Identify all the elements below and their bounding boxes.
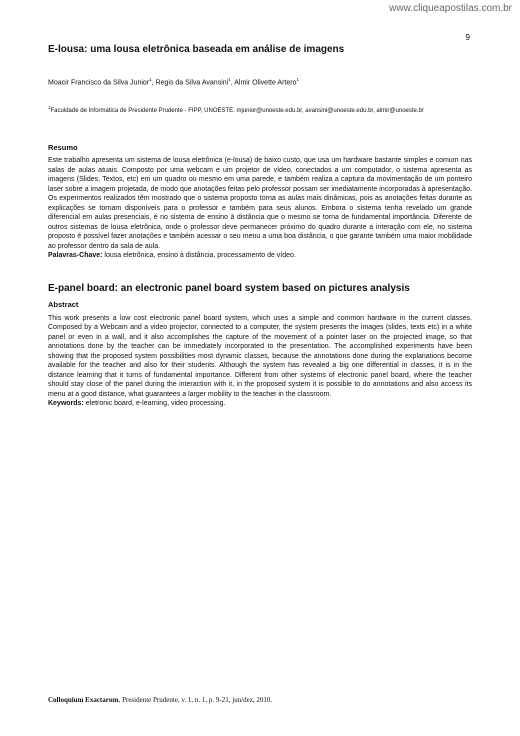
- citation-text: , Presidente Prudente, v. 1, n. 1, p. 9-21, jun/dez, 2010.: [118, 696, 273, 704]
- watermark-url: www.cliqueapostilas.com.br: [389, 3, 512, 14]
- paper-content: [48, 44, 472, 409]
- author-affiliation-mark: 1: [296, 77, 299, 82]
- author-name: Almir Olivette Artero: [234, 79, 297, 87]
- affiliation-mark: 1: [48, 105, 51, 111]
- keywords-pt: [48, 251, 472, 261]
- affiliation-text: Faculdade de Informática de Presidente Prudente - FIPP, UNOESTE. mjunior@unoeste.edu.br, avansini@unoeste.edu.br, almir@unoeste.br: [50, 108, 424, 115]
- author-name: Moacir Francisco da Silva Junior: [48, 79, 150, 87]
- journal-name: Colloquium Exactarum: [48, 696, 119, 704]
- author-list: Moacir Francisco da Silva Junior$^1$, Regis da Silva Avansini$^1$, Almir Olivette Artero$^1$: [48, 77, 299, 87]
- paper-title-pt: E-lousa: uma lousa eletrônica baseada em análise de imagens: [48, 44, 345, 55]
- abstract-heading-pt: Resumo: [48, 143, 78, 153]
- keywords-label-en: Keywords:: [48, 400, 84, 408]
- author-name: Regis da Silva Avansini: [155, 79, 229, 87]
- keywords-en: [48, 399, 472, 409]
- author-affiliation-mark: 1: [228, 77, 231, 82]
- author-affiliation-mark: 1: [149, 77, 152, 82]
- keywords-label-pt: Palavras-Chave:: [48, 252, 103, 260]
- abstract-heading-en: Abstract: [48, 299, 79, 309]
- abstract-text-en: This work presents a low cost electronic panel board system, which uses a simple and common hardware in the current classes. Composed by a Webcam and a video projector, connected to a computer, the system presents the images (slides, texts etc) in a white panel or even in a wall, and it also accomplishes the capture of the movement of a pointer laser on the projected image, so that annotations done by the teacher can be immediately incorporated to the presentation. The accomplished experiments have been showing that the proposed system possibilities most dynamic classes, because the annotations done during the explanations become available for the teacher and also for their students. Although the system has revealed a big one differential in classes, it is in the distance learning that it turns of fundamental importance. Different from other systems of electronic panel board, where the teacher should stay close of the panel during the interaction with it, in the proposed system it is possible to do annotations and also access its menu at a good distance, what guarantees a larger mobility to the teacher in the classroom.: [48, 314, 472, 398]
- keywords-text-en: eletronic board, e-learning, video processing.: [83, 400, 226, 408]
- page-number: 9: [465, 33, 470, 42]
- abstract-text-pt: Este trabalho apresenta um sistema de lousa eletrônica (e-lousa) de baixo custo, que usa um hardware bastante simples e comum nas salas de aulas atuais. Composto por uma webcam e um projetor de vídeo, conectados a um computador, o sistema apresenta as imagens (Slides, Textos, etc) em um quadro ou mesmo em uma parede, e também realiza a captura da movimentação de um ponteiro laser sobre a imagem projetada, de modo que anotações feitas pelo professor possam ser imediatamente incorporadas à apresentação. Os experimentos realizados têm mostrado que o sistema proposto torna as aulas mais dinâmicas, pois as anotações feitas durante as explicações se tornam disponíveis para o professor e também para seus alunos. Embora o sistema tenha revelado um grande diferencial em aulas presenciais, é no sistema de ensino à distância que o mesmo se torna de fundamental importância. Diferente de outros sistemas de lousa eletrônica, onde o professor deve permanecer próximo do quadro durante a interação com ele, no sistema proposto é possível fazer anotações e também acessar o seu menu a uma boa distância, o que garante também uma maior mobilidade ao professor dentro da sala de aula.: [48, 157, 472, 250]
- footer-citation: [48, 696, 272, 704]
- paper-title-en: E-panel board: an electronic panel board system based on pictures analysis: [48, 282, 410, 294]
- keywords-text-pt: lousa eletrônica, ensino à distância, processamento de vídeo.: [102, 252, 296, 260]
- affiliation: [48, 104, 472, 115]
